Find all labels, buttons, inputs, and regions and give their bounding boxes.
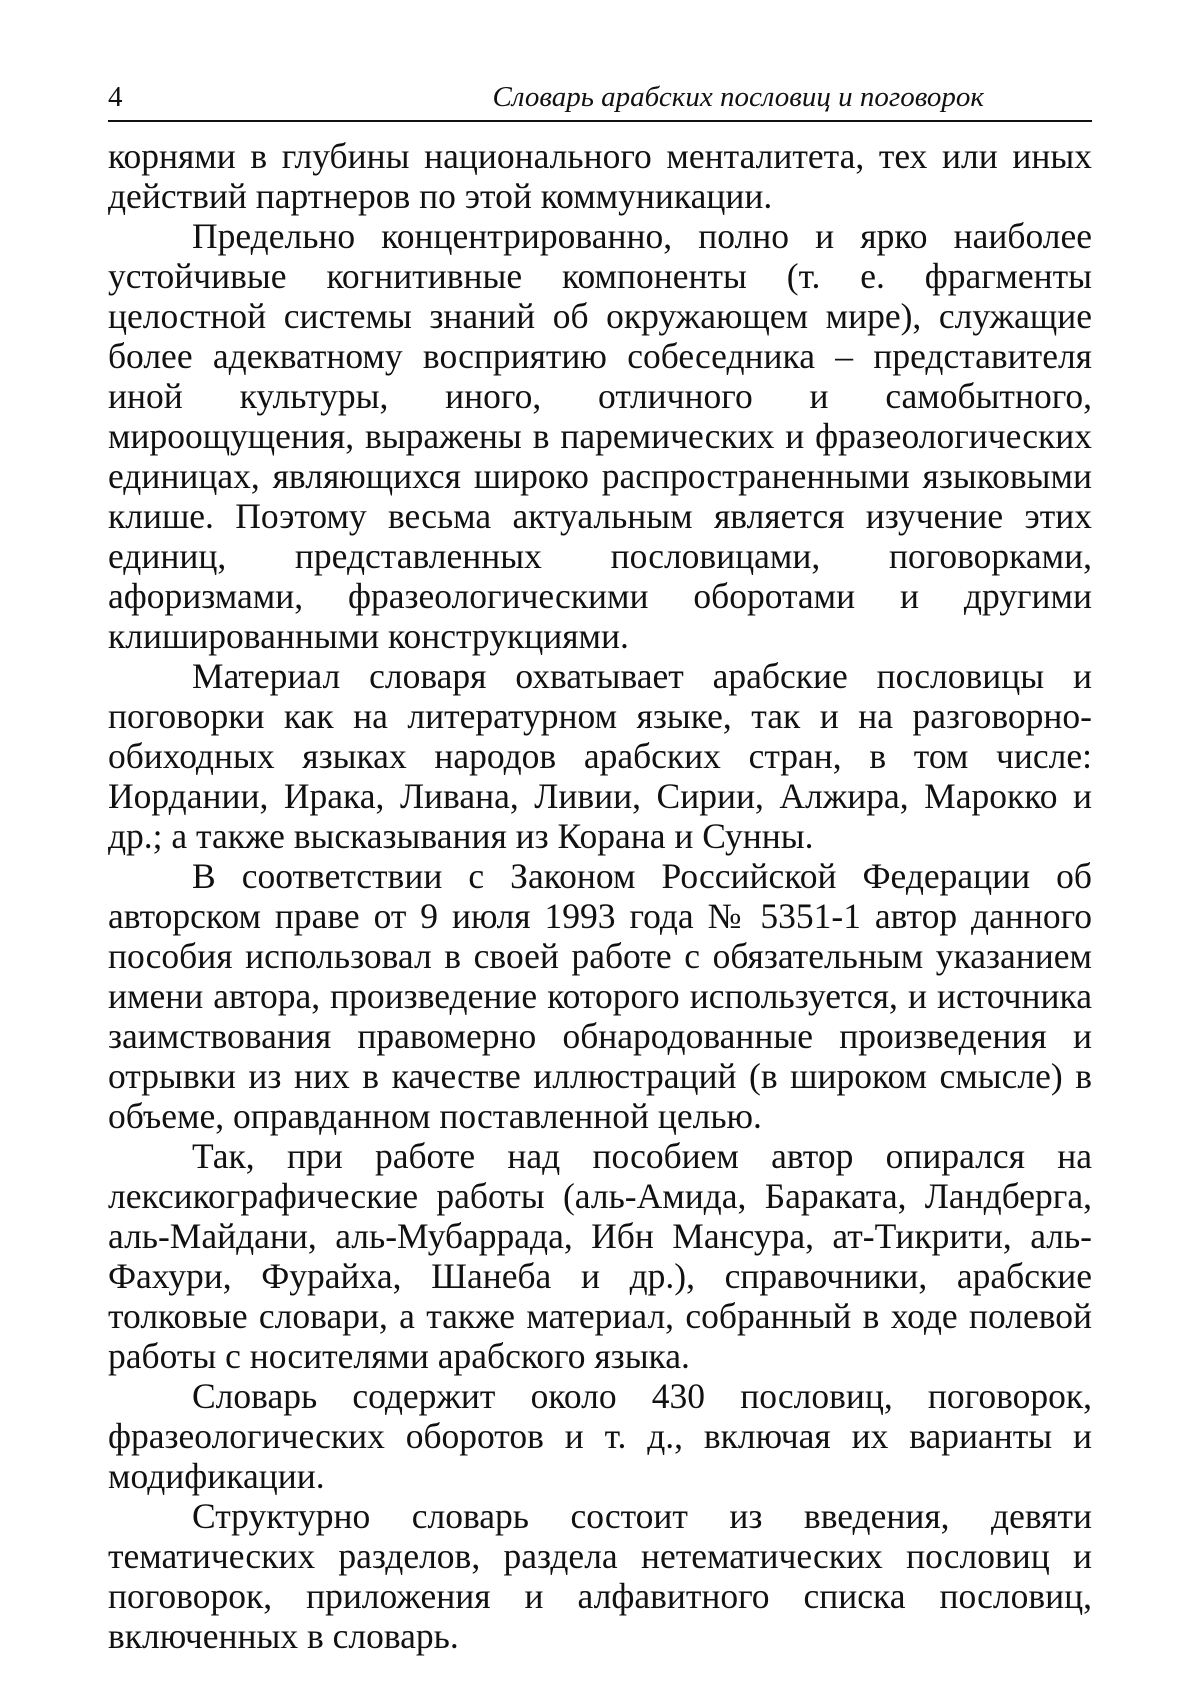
paragraph-copyright: В соответствии с Законом Российской Федерации об авторском праве от 9 июля 1993 года № 5351-1 автор данного пособия использовал в своей работе с обязательным указанием имени автора, произведение которого используется, и источника заимствования правомерно обнародованные произведения и отрывки из них в качестве иллюстраций (в широком смысле) в объеме, оправданном поставленной целью. xyxy=(108,856,1092,1136)
page-number: 4 xyxy=(108,81,123,113)
paragraph-continuation: корнями в глубины национального менталитета, тех или иных действий партнеров по этой коммуникации. xyxy=(108,136,1092,216)
running-head xyxy=(108,80,1092,122)
paragraph-material-scope: Материал словаря охватывает арабские пословицы и поговорки как на литературном языке, так и на разговорно-обиходных языках народов арабских стран, в том числе: Иордании, Ирака, Ливана, Ливии, Сирии, Алжира, Марокко и др.; а также высказывания из Корана и Сунны. xyxy=(108,656,1092,856)
paragraph-dictionary-size: Словарь содержит около 430 пословиц, поговорок, фразеологических оборотов и т. д., включая их варианты и модификации. xyxy=(108,1376,1092,1496)
running-title: Словарь арабских пословиц и поговорок xyxy=(492,81,984,113)
paragraph-cognitive-components: Предельно концентрированно, полно и ярко наиболее устойчивые когнитивные компоненты (т. е. фрагменты целостной системы знаний об окружающем мире), служащие более адекватному восприятию собеседника – представителя иной культуры, иного, отличного и самобытного, мироощущения, выражены в паремических и фразеологических единицах, являющихся широко распространенными языковыми клише. Поэтому весьма актуальным является изучение этих единиц, представленных пословицами, поговорками, афоризмами, фразеологическими оборотами и другими клишированными конструкциями. xyxy=(108,216,1092,656)
paragraph-structure: Структурно словарь состоит из введения, девяти тематических разделов, раздела нетематических пословиц и поговорок, приложения и алфавитного списка пословиц, включенных в словарь. xyxy=(108,1496,1092,1656)
paragraph-sources: Так, при работе над пособием автор опирался на лексикографические работы (аль-Амида, Бараката, Ландберга, аль-Майдани, аль-Мубаррада, Ибн Мансура, ат-Тикрити, аль-Фахури, Фурайха, Шанеба и др.), справочники, арабские толковые словари, а также материал, собранный в ходе полевой работы с носителями арабского языка. xyxy=(108,1136,1092,1376)
body-text xyxy=(108,136,1092,1656)
